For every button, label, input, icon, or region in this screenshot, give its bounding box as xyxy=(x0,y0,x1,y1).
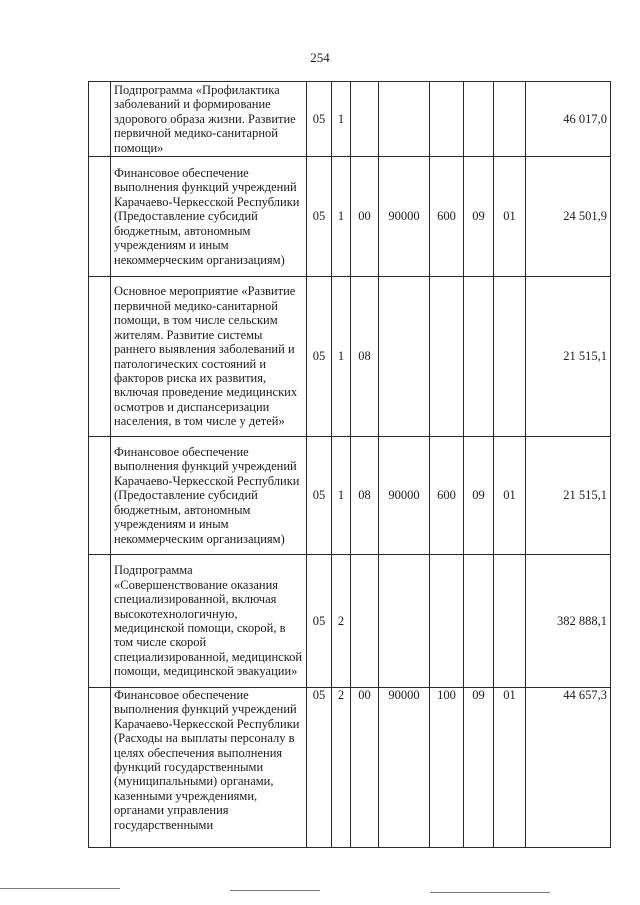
event-code xyxy=(351,82,379,157)
event-code: 08 xyxy=(351,437,379,555)
subdivision-code: 01 xyxy=(494,688,526,848)
item-name: Подпрограмма «Профилактика заболеваний и формирование здорового образа жизни. Развитие первичной медико-санитарной помощи» xyxy=(111,82,307,157)
expense-type-code xyxy=(430,277,464,437)
item-name: Финансовое обеспечение выполнения функций учреждений Карачаево-Черкесской Республики (Расходы на выплаты персоналу в целях обеспечения выполнения функций государственными (муниципальными) органами, казенными учреждениями, органами управления государственными xyxy=(111,688,307,848)
section-code: 05 xyxy=(307,277,332,437)
section-code: 05 xyxy=(307,437,332,555)
division-code xyxy=(464,277,494,437)
section-code: 05 xyxy=(307,157,332,277)
budget-table xyxy=(88,81,611,848)
table-row xyxy=(89,82,611,157)
row-index-cell xyxy=(89,277,111,437)
table-row xyxy=(89,157,611,277)
expense-type-code: 600 xyxy=(430,437,464,555)
table-row xyxy=(89,688,611,848)
row-index-cell xyxy=(89,82,111,157)
page-number: 254 xyxy=(310,50,330,65)
amount: 382 888,1 xyxy=(526,555,611,688)
direction-code xyxy=(379,277,430,437)
subdivision-code xyxy=(494,82,526,157)
section-code: 05 xyxy=(307,555,332,688)
program-code: 1 xyxy=(332,157,351,277)
amount: 21 515,1 xyxy=(526,277,611,437)
program-code: 2 xyxy=(332,555,351,688)
program-code: 1 xyxy=(332,82,351,157)
direction-code: 90000 xyxy=(379,437,430,555)
amount: 46 017,0 xyxy=(526,82,611,157)
item-name: Финансовое обеспечение выполнения функций учреждений Карачаево-Черкесской Республики (Предоставление субсидий бюджетным, автономным учреждениям и иным некоммерческим организациям) xyxy=(111,437,307,555)
program-code: 1 xyxy=(332,277,351,437)
subdivision-code: 01 xyxy=(494,157,526,277)
division-code: 09 xyxy=(464,437,494,555)
row-index-cell xyxy=(89,688,111,848)
expense-type-code: 100 xyxy=(430,688,464,848)
table-row xyxy=(89,555,611,688)
subdivision-code xyxy=(494,555,526,688)
row-index-cell xyxy=(89,555,111,688)
item-name: Финансовое обеспечение выполнения функций учреждений Карачаево-Черкесской Республики (Предоставление субсидий бюджетным, автономным учреждениям и иным некоммерческим организациям) xyxy=(111,157,307,277)
division-code: 09 xyxy=(464,157,494,277)
amount: 44 657,3 xyxy=(526,688,611,848)
event-code: 00 xyxy=(351,157,379,277)
direction-code: 90000 xyxy=(379,688,430,848)
item-name: Основное мероприятие «Развитие первичной медико-санитарной помощи, в том числе сельским жителям. Развитие системы раннего выявления заболеваний и патологических состояний и факторов риска их развития, включая проведение медицинских осмотров и диспансеризации населения, в том числе у детей» xyxy=(111,277,307,437)
program-code: 1 xyxy=(332,437,351,555)
event-code: 00 xyxy=(351,688,379,848)
expense-type-code xyxy=(430,555,464,688)
direction-code xyxy=(379,82,430,157)
direction-code xyxy=(379,555,430,688)
scan-edge-line xyxy=(230,890,320,891)
row-index-cell xyxy=(89,157,111,277)
subdivision-code: 01 xyxy=(494,437,526,555)
amount: 21 515,1 xyxy=(526,437,611,555)
subdivision-code xyxy=(494,277,526,437)
section-code: 05 xyxy=(307,82,332,157)
table-row xyxy=(89,277,611,437)
section-code: 05 xyxy=(307,688,332,848)
scan-edge-line xyxy=(0,888,120,889)
expense-type-code xyxy=(430,82,464,157)
item-name: Подпрограмма «Совершенствование оказания специализированной, включая высокотехнологичную, медицинской помощи, скорой, в том числе скорой специализированной, медицинской помощи, медицинской эвакуации» xyxy=(111,555,307,688)
direction-code: 90000 xyxy=(379,157,430,277)
division-code: 09 xyxy=(464,688,494,848)
event-code: 08 xyxy=(351,277,379,437)
row-index-cell xyxy=(89,437,111,555)
division-code xyxy=(464,82,494,157)
event-code xyxy=(351,555,379,688)
division-code xyxy=(464,555,494,688)
amount: 24 501,9 xyxy=(526,157,611,277)
expense-type-code: 600 xyxy=(430,157,464,277)
program-code: 2 xyxy=(332,688,351,848)
scan-edge-line xyxy=(430,892,550,893)
table-row xyxy=(89,437,611,555)
